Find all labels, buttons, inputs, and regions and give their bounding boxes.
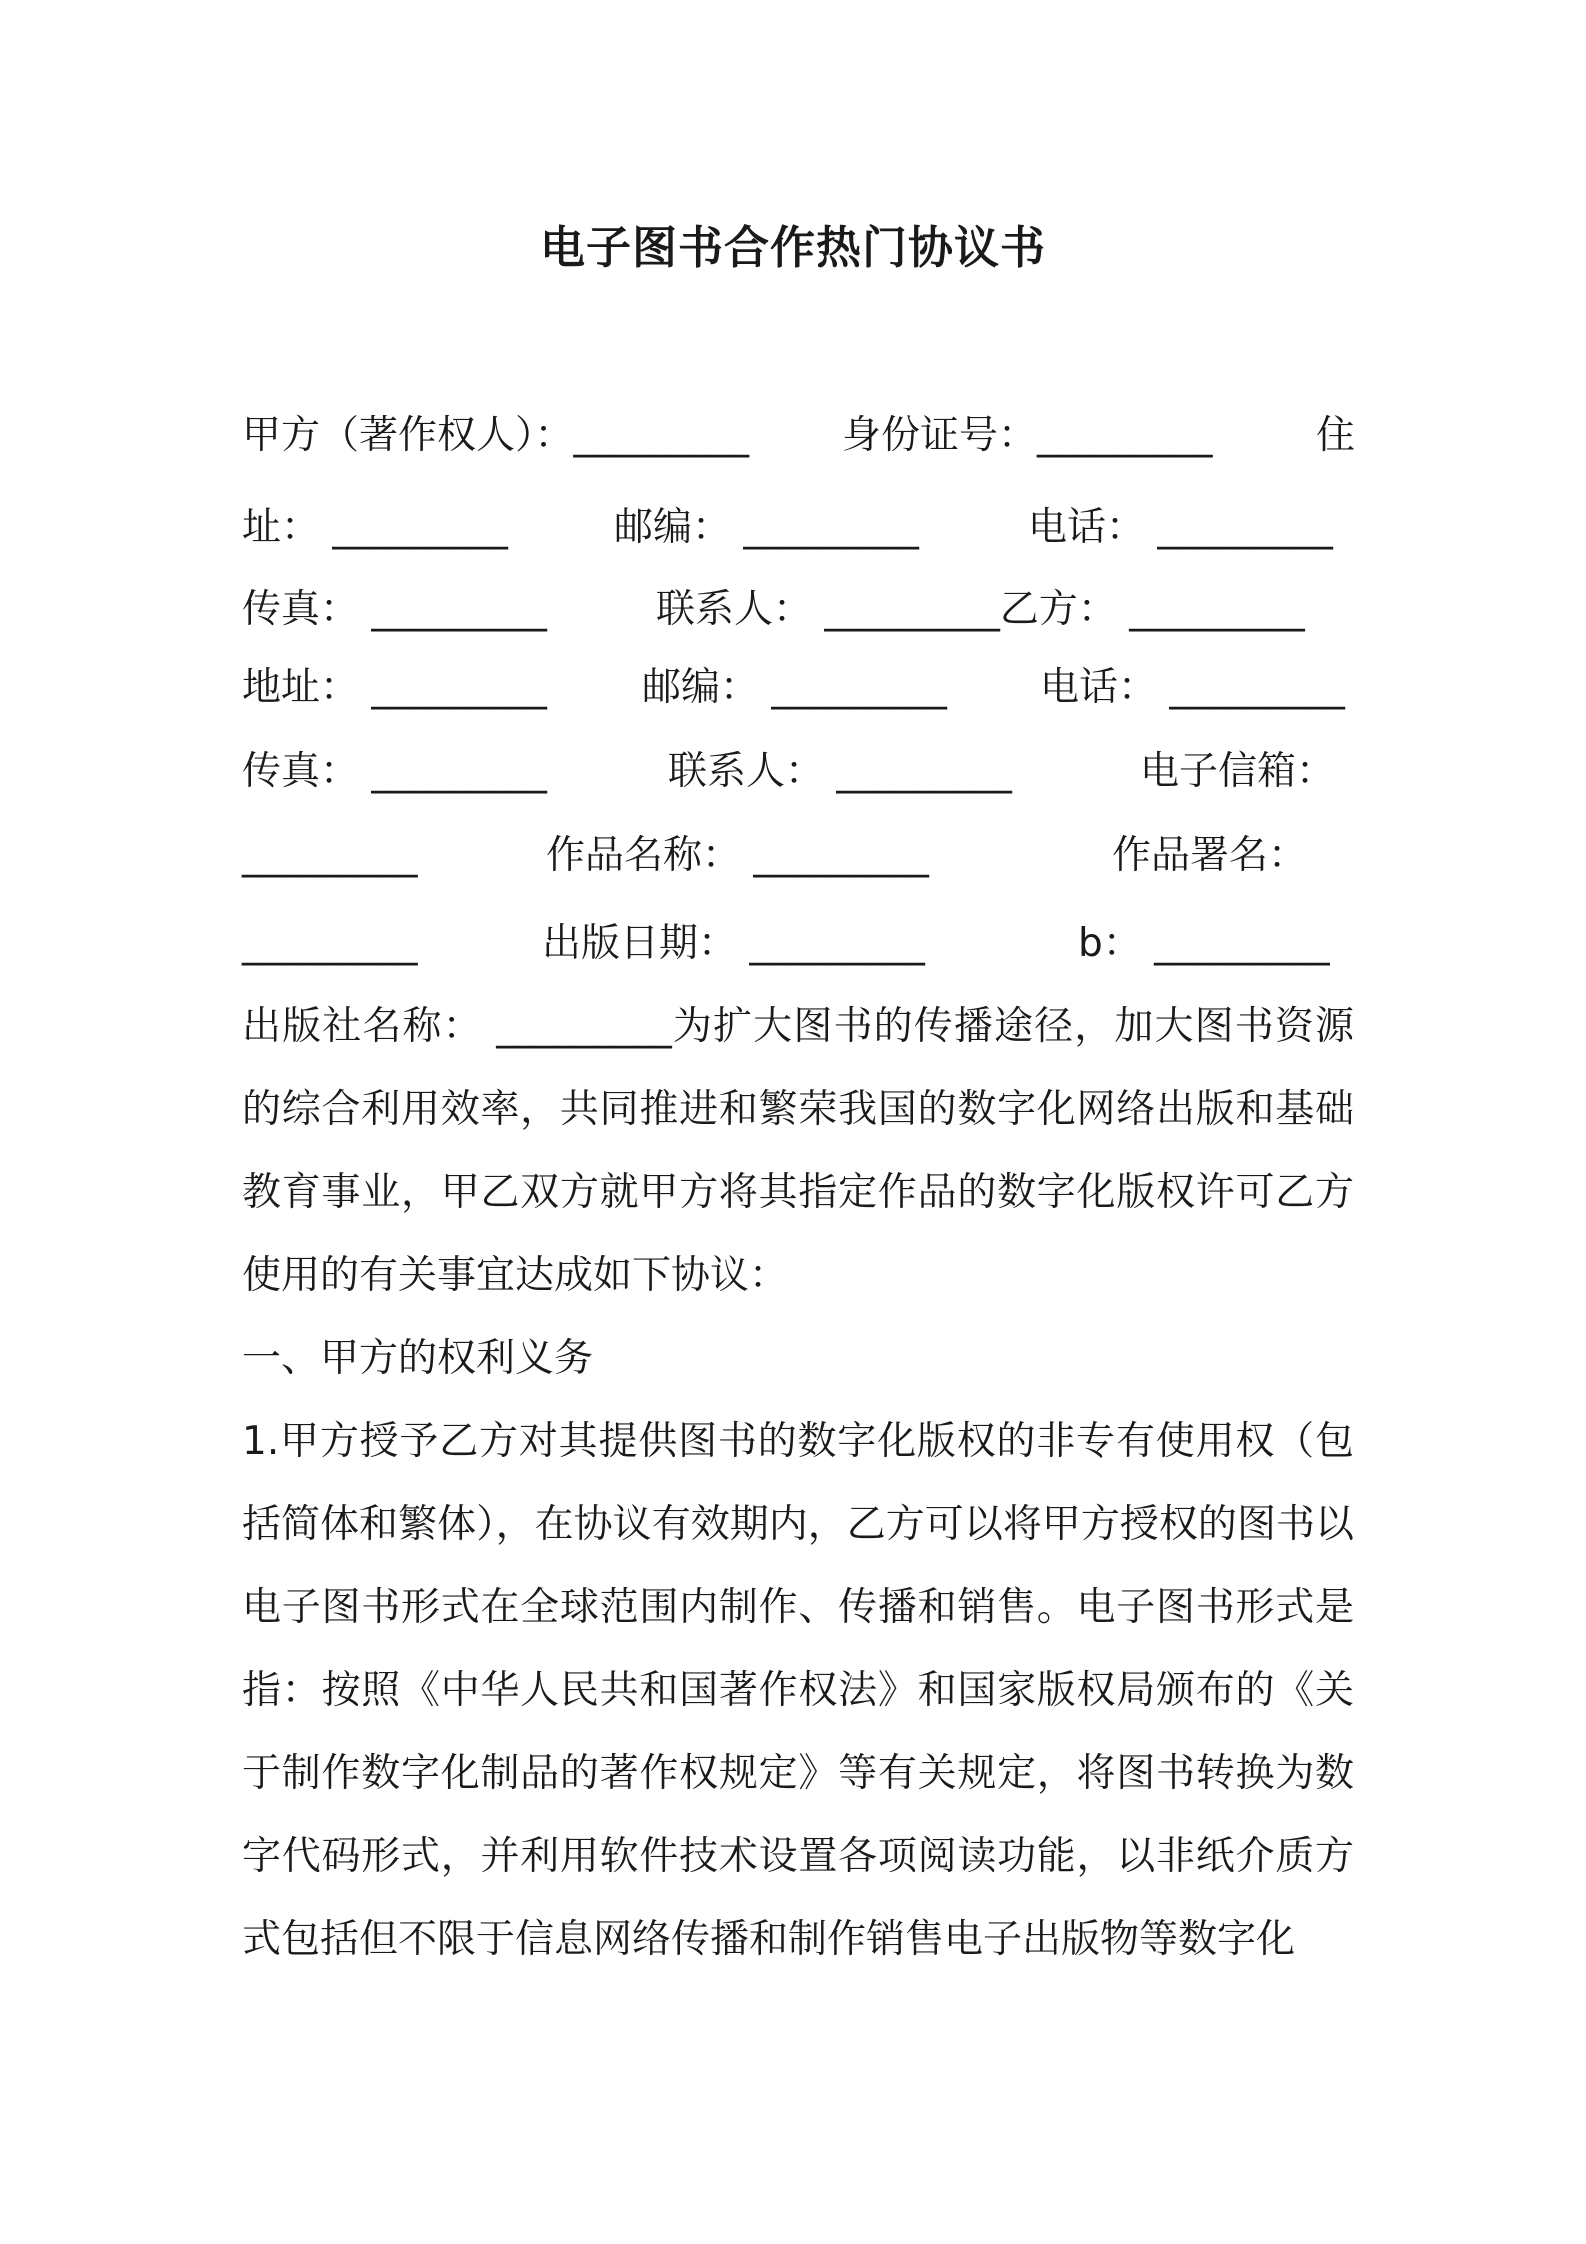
form-line-party-b-address: [242, 658, 1354, 718]
document-title: 电子图书合作热门协议书: [539, 221, 1046, 274]
form-line-publish-date: [242, 914, 1354, 974]
party-a-postcode-field: 邮编： _________: [614, 505, 919, 550]
form-line-work-title: [242, 826, 1354, 886]
clause-1-paragraph: 1.甲方授予乙方对其提供图书的数字化版权的非专有使用权（包括简体和繁体），在协议有效期内，乙方可以将甲方授权的图书以电子图书形式在全球范围内制作、传播和销售。电子图书形式是指：按照《中华人民共和国著作权法》和国家版权局颁布的《关于制作数字化制品的著作权规定》等有关规定，将图书转换为数字代码形式，并利用软件技术设置各项阅读功能，以非纸介质方式包括但不限于信息网络传播和制作销售电子出版物等数字化: [242, 1419, 1354, 1962]
form-line-party-a: [242, 406, 1354, 466]
document-body: [242, 985, 1354, 1981]
party-b-fax-field: 传真： _________: [242, 749, 547, 794]
party-b-address-field: 地址： _________: [242, 665, 547, 710]
party-a-address-label-start: 住: [1316, 413, 1356, 458]
form-line-party-a-contact: [242, 498, 1354, 558]
publish-date-field: 出版日期： _________: [542, 921, 925, 966]
party-a-phone-field: 电话： _________: [1028, 505, 1333, 550]
work-author-label: 作品署名：: [1112, 833, 1308, 878]
party-b-email-field: _________: [242, 833, 418, 878]
party-b-email-label: 电子信箱：: [1140, 749, 1336, 794]
party-a-contact-and-party-b-field: 联系人： _________乙方： _________: [656, 587, 1305, 632]
party-b-phone-field: 电话： _________: [1040, 665, 1345, 710]
party-a-id-field: 身份证号：_________: [842, 413, 1213, 458]
party-b-contact-field: 联系人： _________: [668, 749, 1012, 794]
form-line-party-a-fax: [242, 580, 1354, 640]
party-a-name-field: 甲方（著作权人）：_________: [242, 413, 750, 458]
work-title-field: 作品名称： _________: [546, 833, 929, 878]
party-a-fax-field: 传真： _________: [242, 587, 547, 632]
intro-paragraph: 出版社名称： _________为扩大图书的传播途径，加大图书资源的综合利用效率，共同推进和繁荣我国的数字化网络出版和基础教育事业，甲乙双方就甲方将其指定作品的数字化版权许可乙方使用的有关事宜达成如下协议：: [242, 1004, 1354, 1298]
section-1-heading: 一、甲方的权利义务: [242, 1336, 594, 1381]
form-line-party-b-fax: [242, 742, 1354, 802]
party-a-address-field: 址： _________: [242, 505, 508, 550]
b-field: b： _________: [1078, 921, 1330, 966]
party-b-postcode-field: 邮编： _________: [642, 665, 947, 710]
work-author-field: _________: [242, 921, 418, 966]
